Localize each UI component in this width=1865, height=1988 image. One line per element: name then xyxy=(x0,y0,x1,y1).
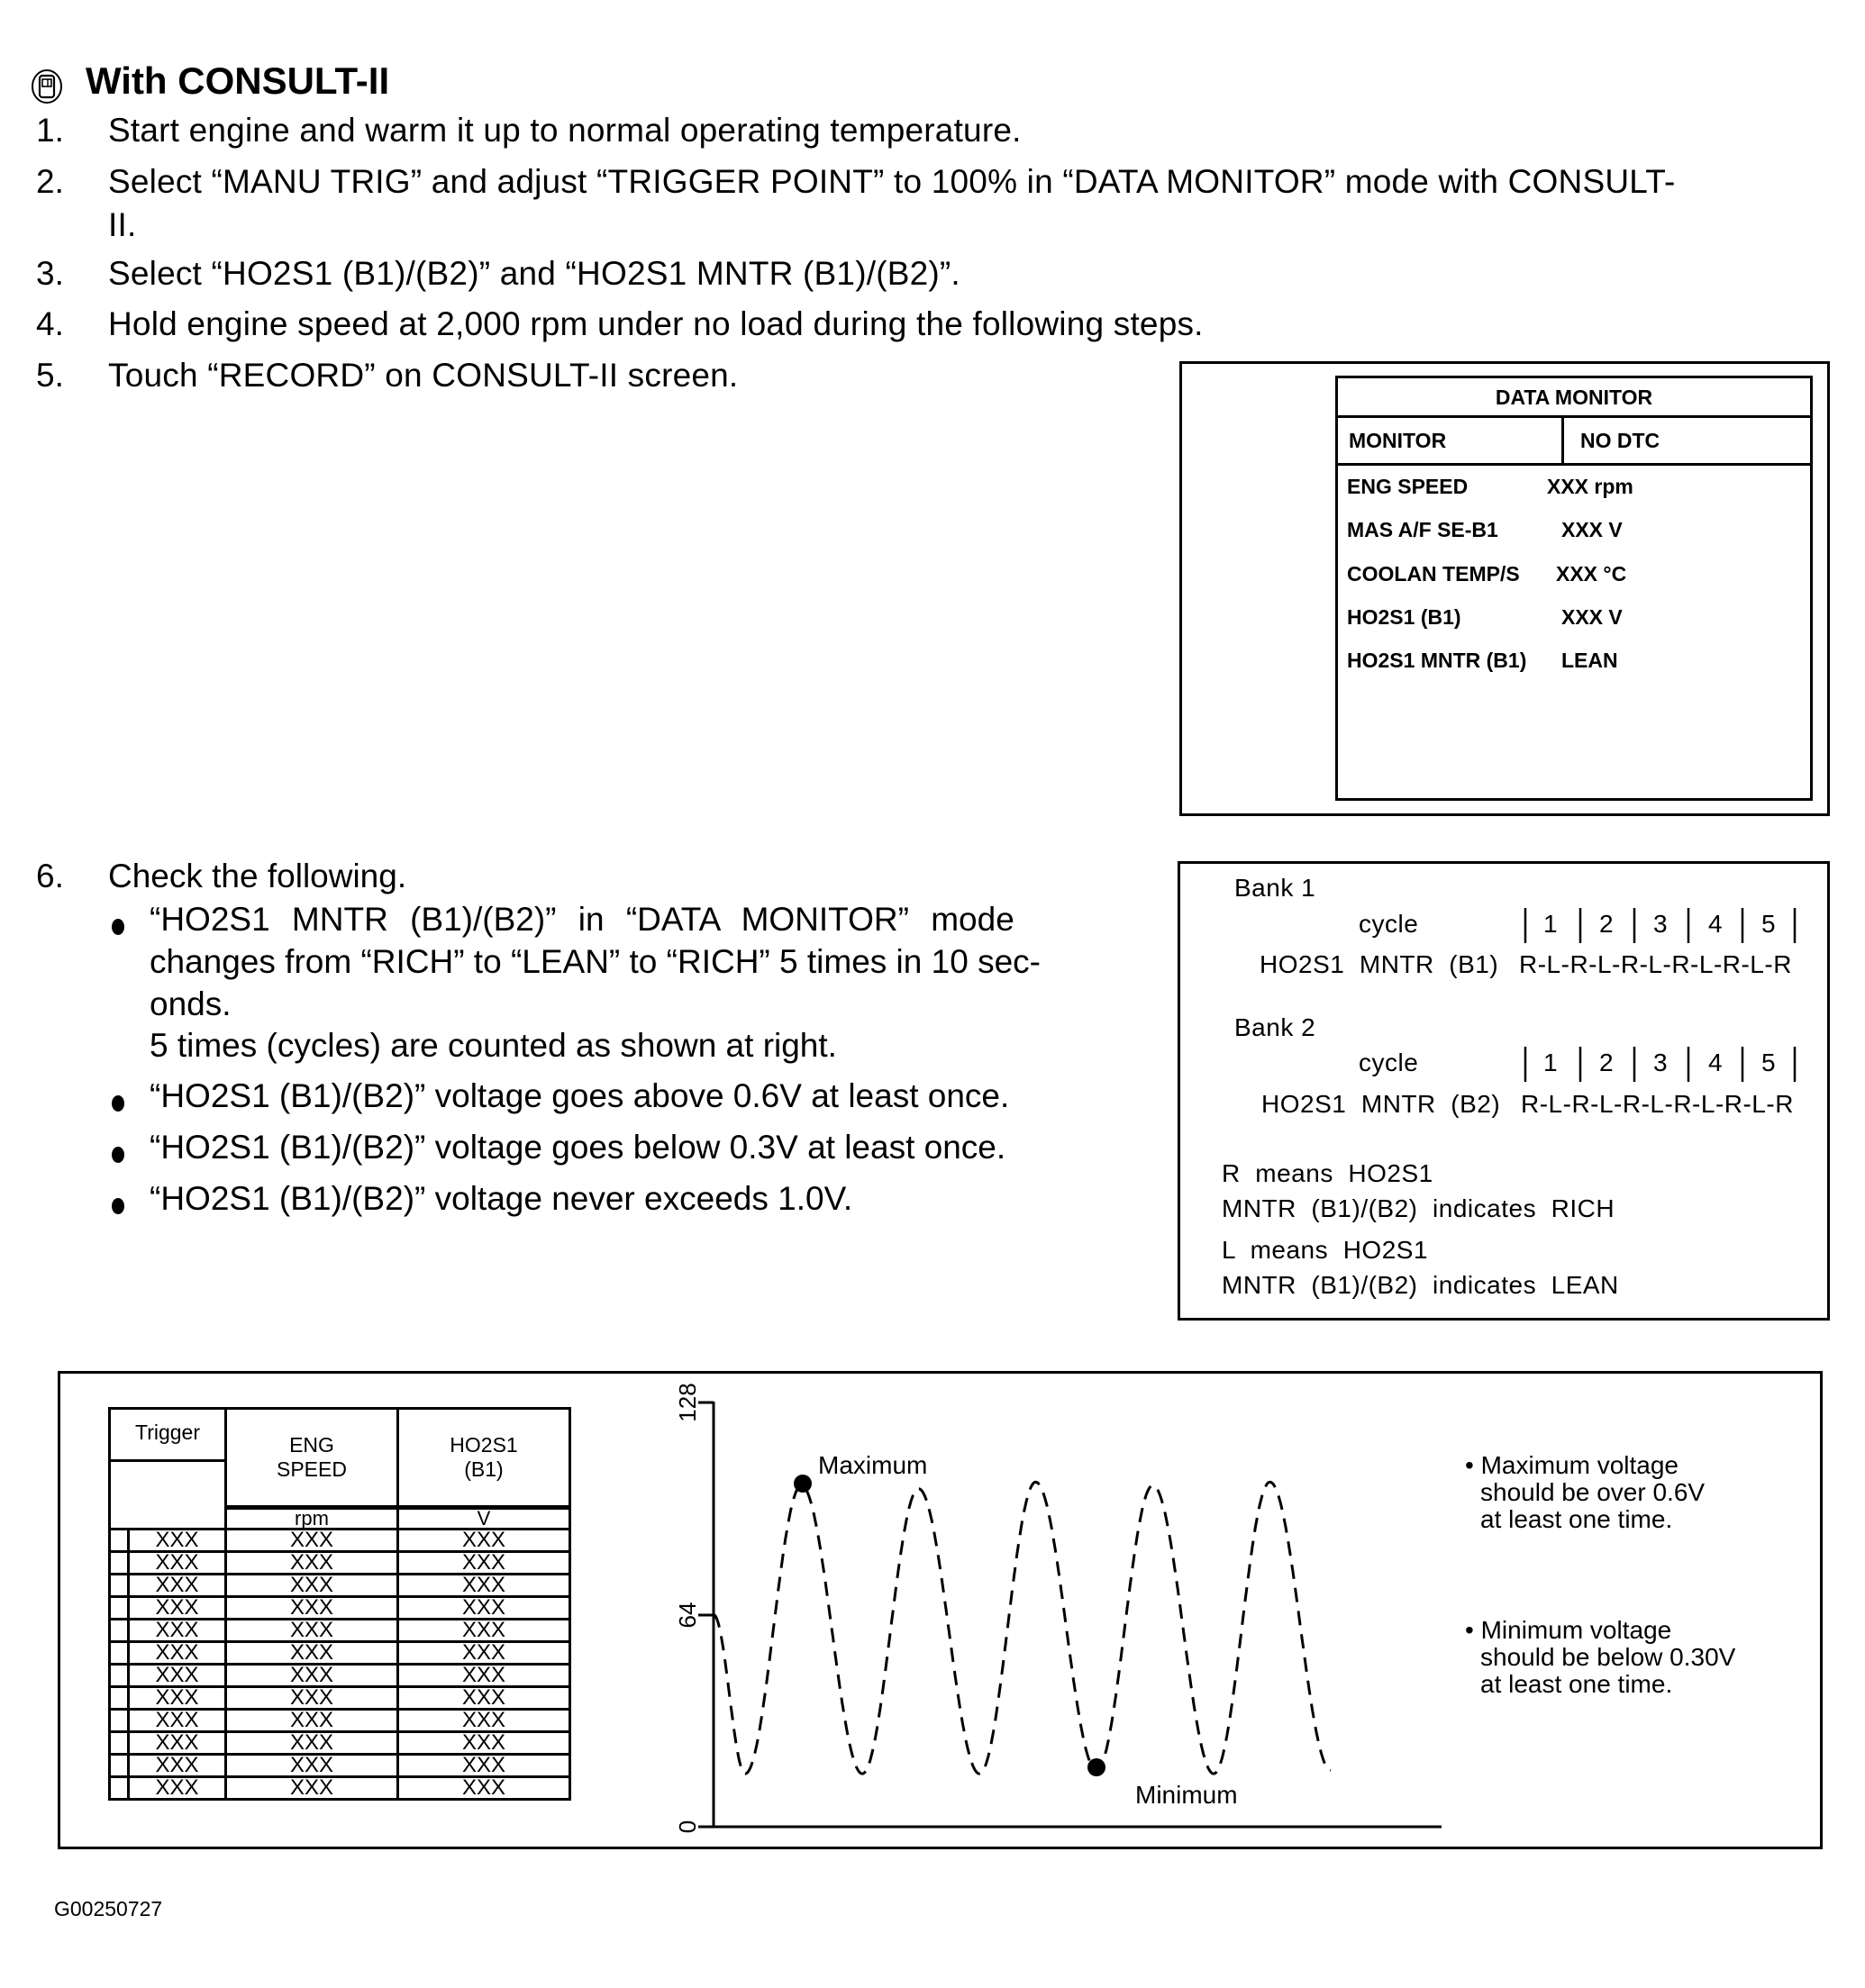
table-row xyxy=(110,1552,570,1575)
cycle-number: 2 xyxy=(1599,1048,1615,1076)
trigger-cell: XXX xyxy=(129,1642,226,1665)
table-row xyxy=(110,1755,570,1777)
trigger-cell: XXX xyxy=(129,1552,226,1575)
ho2s1-cell: XXX xyxy=(398,1530,570,1552)
eng-speed-cell: XXX xyxy=(226,1597,398,1620)
bank-label: Bank 2 xyxy=(1234,1013,1316,1041)
monitor-row xyxy=(1347,649,1618,673)
step-number: 3. xyxy=(36,255,64,292)
note-maximum: • Maximum voltage should be over 0.6V at least one time. xyxy=(1465,1451,1706,1533)
header-eng-speed: ENG SPEED xyxy=(226,1409,398,1508)
step-text: Touch “RECORD” on CONSULT-II screen. xyxy=(108,357,739,394)
monitor-row-label: HO2S1 MNTR (B1) xyxy=(1347,649,1527,672)
eng-speed-cell: XXX xyxy=(226,1530,398,1552)
monitor-row xyxy=(1347,475,1633,499)
bullet-icon: • xyxy=(1465,1451,1481,1479)
eng-speed-cell: XXX xyxy=(226,1642,398,1665)
dtc-status: NO DTC xyxy=(1561,418,1811,463)
monitor-row-label: COOLAN TEMP/S xyxy=(1347,562,1520,586)
ho2s1-cell: XXX xyxy=(398,1597,570,1620)
step-text: Start engine and warm it up to normal operating temperature. xyxy=(108,112,1022,149)
step-text: Select “HO2S1 (B1)/(B2)” and “HO2S1 MNTR (B1)/(B2)”. xyxy=(108,255,960,292)
trigger-cell: XXX xyxy=(129,1597,226,1620)
waveform-line xyxy=(714,1482,1331,1774)
cycle-label: cycle xyxy=(1359,1048,1419,1076)
unit-ho2s1: V xyxy=(398,1508,570,1530)
monitor-row-value: XXX V xyxy=(1561,518,1623,541)
header-blank xyxy=(110,1461,226,1530)
eng-speed-cell: XXX xyxy=(226,1620,398,1642)
eng-speed-cell: XXX xyxy=(226,1552,398,1575)
minimum-point-marker xyxy=(1087,1758,1105,1776)
trigger-marker-cell xyxy=(110,1777,129,1800)
ho2s1-cell: XXX xyxy=(398,1642,570,1665)
step-number: 4. xyxy=(36,305,64,342)
trigger-marker-cell xyxy=(110,1755,129,1777)
trigger-marker-cell xyxy=(110,1552,129,1575)
table-row xyxy=(110,1710,570,1732)
trigger-cell: XXX xyxy=(129,1710,226,1732)
trigger-marker-cell xyxy=(110,1710,129,1732)
monitor-row xyxy=(1347,605,1623,630)
ho2s1-cell: XXX xyxy=(398,1732,570,1755)
header-ho2s1: HO2S1 (B1) xyxy=(398,1409,570,1508)
monitor-label: MONITOR xyxy=(1349,429,1447,452)
data-monitor-screen xyxy=(1335,376,1813,801)
bank-label: Bank 1 xyxy=(1234,874,1316,902)
ho2s1-cell: XXX xyxy=(398,1620,570,1642)
ho2s1-cell: XXX xyxy=(398,1777,570,1800)
check-item-text: onds. xyxy=(150,985,232,1022)
ho2s1-waveform-chart xyxy=(631,1378,1442,1847)
monitor-row-label: HO2S1 (B1) xyxy=(1347,605,1461,629)
trigger-cell: XXX xyxy=(129,1575,226,1597)
trigger-marker-cell xyxy=(110,1575,129,1597)
table-row xyxy=(110,1777,570,1800)
cycle-number: 1 xyxy=(1543,1048,1559,1076)
cycle-number: 5 xyxy=(1761,1048,1777,1076)
trigger-marker-cell xyxy=(110,1732,129,1755)
trigger-cell: XXX xyxy=(129,1732,226,1755)
cycle-number: 4 xyxy=(1708,1048,1724,1076)
table-row xyxy=(110,1642,570,1665)
legend-lean: MNTR (B1)/(B2) indicates LEAN xyxy=(1222,1271,1619,1299)
check-item-text: changes from “RICH” to “LEAN” to “RICH” 5 times in 10 sec- xyxy=(150,943,1041,980)
trigger-marker-cell xyxy=(110,1620,129,1642)
header-trigger: Trigger xyxy=(110,1409,226,1461)
y-tick-0: 0 xyxy=(674,1820,701,1834)
legend-rich: R means HO2S1 xyxy=(1222,1159,1433,1187)
ho2s1-cell: XXX xyxy=(398,1687,570,1710)
trigger-marker-cell xyxy=(110,1530,129,1552)
trigger-marker-cell xyxy=(110,1687,129,1710)
step-number: 5. xyxy=(36,357,64,394)
data-monitor-subheader xyxy=(1338,418,1810,466)
table-row xyxy=(110,1597,570,1620)
bullet-icon xyxy=(112,1198,124,1214)
eng-speed-cell: XXX xyxy=(226,1575,398,1597)
trigger-marker-cell xyxy=(110,1665,129,1687)
eng-speed-cell: XXX xyxy=(226,1710,398,1732)
ho2s1-cell: XXX xyxy=(398,1552,570,1575)
section-title: With CONSULT-II xyxy=(86,59,390,102)
step-text: Select “MANU TRIG” and adjust “TRIGGER POINT” to 100% in “DATA MONITOR” mode with CONSULT- xyxy=(108,163,1676,200)
y-tick-64: 64 xyxy=(674,1602,701,1629)
step-text: Check the following. xyxy=(108,858,407,894)
bullet-icon xyxy=(112,1147,124,1163)
step-number: 1. xyxy=(36,112,64,149)
note-minimum: • Minimum voltage should be below 0.30V at least one time. xyxy=(1465,1616,1736,1698)
step-text: Hold engine speed at 2,000 rpm under no load during the following steps. xyxy=(108,305,1204,342)
cycle-number: 3 xyxy=(1653,1048,1669,1076)
check-item-text: “HO2S1 (B1)/(B2)” voltage goes above 0.6V at least once. xyxy=(150,1077,1010,1114)
cycle-number: 4 xyxy=(1708,910,1724,938)
trigger-cell: XXX xyxy=(129,1777,226,1800)
check-item-text: “HO2S1 (B1)/(B2)” voltage goes below 0.3V at least once. xyxy=(150,1129,1006,1166)
eng-speed-cell: XXX xyxy=(226,1732,398,1755)
step-number: 2. xyxy=(36,163,64,200)
bullet-icon: • xyxy=(1465,1616,1481,1644)
eng-speed-cell: XXX xyxy=(226,1777,398,1800)
table-row xyxy=(110,1575,570,1597)
rich-lean-sequence: R-L-R-L-R-L-R-L-R-L-R xyxy=(1521,1090,1794,1118)
minimum-label: Minimum xyxy=(1135,1781,1238,1809)
monitor-row-label: MAS A/F SE-B1 xyxy=(1347,518,1498,541)
monitor-label: HO2S1 MNTR (B1) xyxy=(1260,950,1499,978)
consult-ii-handheld-icon xyxy=(31,68,63,104)
cycle-number: 3 xyxy=(1653,910,1669,938)
ho2s1-cell: XXX xyxy=(398,1710,570,1732)
legend-rich: MNTR (B1)/(B2) indicates RICH xyxy=(1222,1194,1615,1222)
y-tick-128: 128 xyxy=(674,1383,701,1422)
step-text-continued: II. xyxy=(108,206,137,243)
table-row xyxy=(110,1665,570,1687)
data-monitor-title: DATA MONITOR xyxy=(1338,378,1810,418)
unit-eng-speed: rpm xyxy=(226,1508,398,1530)
table-body xyxy=(110,1530,570,1800)
maximum-point-marker xyxy=(794,1475,812,1493)
cycle-number: 2 xyxy=(1599,910,1615,938)
bullet-icon xyxy=(112,919,124,935)
trigger-cell: XXX xyxy=(129,1620,226,1642)
cycle-number: 5 xyxy=(1761,910,1777,938)
trigger-cell: XXX xyxy=(129,1665,226,1687)
table-row xyxy=(110,1530,570,1552)
eng-speed-cell: XXX xyxy=(226,1755,398,1777)
monitor-row-value: LEAN xyxy=(1561,649,1618,672)
step-number: 6. xyxy=(36,858,64,894)
ho2s1-cell: XXX xyxy=(398,1755,570,1777)
check-item-text: 5 times (cycles) are counted as shown at right. xyxy=(150,1027,837,1064)
monitor-row xyxy=(1347,518,1623,542)
trigger-cell: XXX xyxy=(129,1530,226,1552)
check-item-text: “HO2S1 MNTR (B1)/(B2)” in “DATA MONITOR” mode xyxy=(150,901,1014,938)
maximum-label: Maximum xyxy=(818,1451,928,1479)
figure-code: G00250727 xyxy=(54,1897,163,1920)
rich-lean-sequence: R-L-R-L-R-L-R-L-R-L-R xyxy=(1519,950,1792,978)
legend-lean: L means HO2S1 xyxy=(1222,1236,1429,1264)
check-item-text: “HO2S1 (B1)/(B2)” voltage never exceeds 1.0V. xyxy=(150,1180,853,1217)
monitor-row-value: XXX rpm xyxy=(1547,475,1633,498)
table-row xyxy=(110,1732,570,1755)
recorded-data-table xyxy=(108,1407,571,1801)
ho2s1-cell: XXX xyxy=(398,1575,570,1597)
trigger-cell: XXX xyxy=(129,1755,226,1777)
table-row xyxy=(110,1687,570,1710)
trigger-cell: XXX xyxy=(129,1687,226,1710)
cycle-number: 1 xyxy=(1543,910,1559,938)
table-row xyxy=(110,1620,570,1642)
eng-speed-cell: XXX xyxy=(226,1687,398,1710)
monitor-row-value: XXX V xyxy=(1561,605,1623,629)
trigger-marker-cell xyxy=(110,1597,129,1620)
monitor-row-value: XXX °C xyxy=(1556,562,1627,586)
monitor-row-label: ENG SPEED xyxy=(1347,475,1469,498)
monitor-label: HO2S1 MNTR (B2) xyxy=(1261,1090,1501,1118)
monitor-row xyxy=(1347,562,1627,586)
bullet-icon xyxy=(112,1095,124,1112)
cycle-label: cycle xyxy=(1359,910,1419,938)
trigger-marker-cell xyxy=(110,1642,129,1665)
ho2s1-cell: XXX xyxy=(398,1665,570,1687)
eng-speed-cell: XXX xyxy=(226,1665,398,1687)
